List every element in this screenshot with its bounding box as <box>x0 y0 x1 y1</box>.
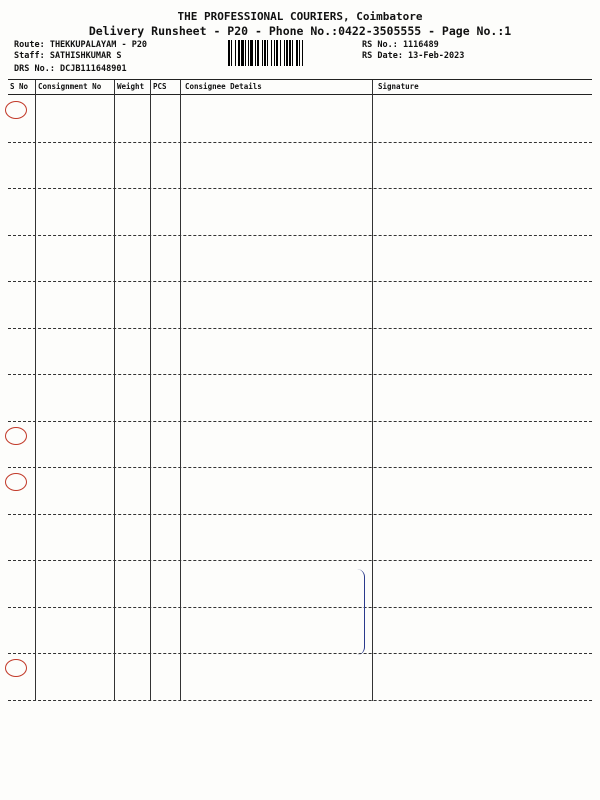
row-separator <box>8 560 592 561</box>
runsheet-title: Delivery Runsheet - P20 - Phone No.:0422-3505555 - Page No.:1 <box>88 24 512 38</box>
row-separator <box>8 374 592 375</box>
col-weight-header: Weight <box>117 82 145 91</box>
row-separator <box>8 188 592 189</box>
company-title: THE PROFESSIONAL COURIERS, Coimbatore <box>177 10 423 23</box>
drs-label: DRS No.: DCJB111648901 <box>14 64 127 74</box>
header-bottom-line <box>8 94 592 95</box>
col-pcs-header: PCS <box>153 82 167 91</box>
column-divider <box>180 80 181 701</box>
row-separator <box>8 235 592 236</box>
col-sno-header: S No <box>10 82 29 91</box>
row-number-circle <box>5 427 27 445</box>
route-label: Route: THEKKUPALAYAM - P20 <box>14 40 148 50</box>
col-consignee-header: Consignee Details <box>185 82 262 91</box>
row-separator <box>8 700 592 701</box>
row-separator <box>8 607 592 608</box>
column-divider <box>35 80 36 701</box>
row-separator <box>8 281 592 282</box>
row-separator <box>8 142 592 143</box>
column-divider <box>114 80 115 701</box>
row-separator <box>8 328 592 329</box>
col-signature-header: Signature <box>378 82 419 91</box>
rs-number: RS No.: 1116489 <box>362 40 439 50</box>
row-number-circle <box>5 101 27 119</box>
row-separator <box>8 653 592 654</box>
row-separator <box>8 421 592 422</box>
column-divider <box>150 80 151 701</box>
rs-date: RS Date: 13-Feb-2023 <box>362 51 465 61</box>
row-number-circle <box>5 659 27 677</box>
table-top-line <box>8 79 592 80</box>
row-separator <box>8 467 592 468</box>
staff-label: Staff: SATHISHKUMAR S <box>14 51 122 61</box>
row-number-circle <box>5 473 27 491</box>
column-divider <box>372 80 373 701</box>
col-consignment-header: Consignment No <box>38 82 102 91</box>
bracket-mark <box>356 569 365 655</box>
row-separator <box>8 514 592 515</box>
barcode <box>228 40 356 66</box>
